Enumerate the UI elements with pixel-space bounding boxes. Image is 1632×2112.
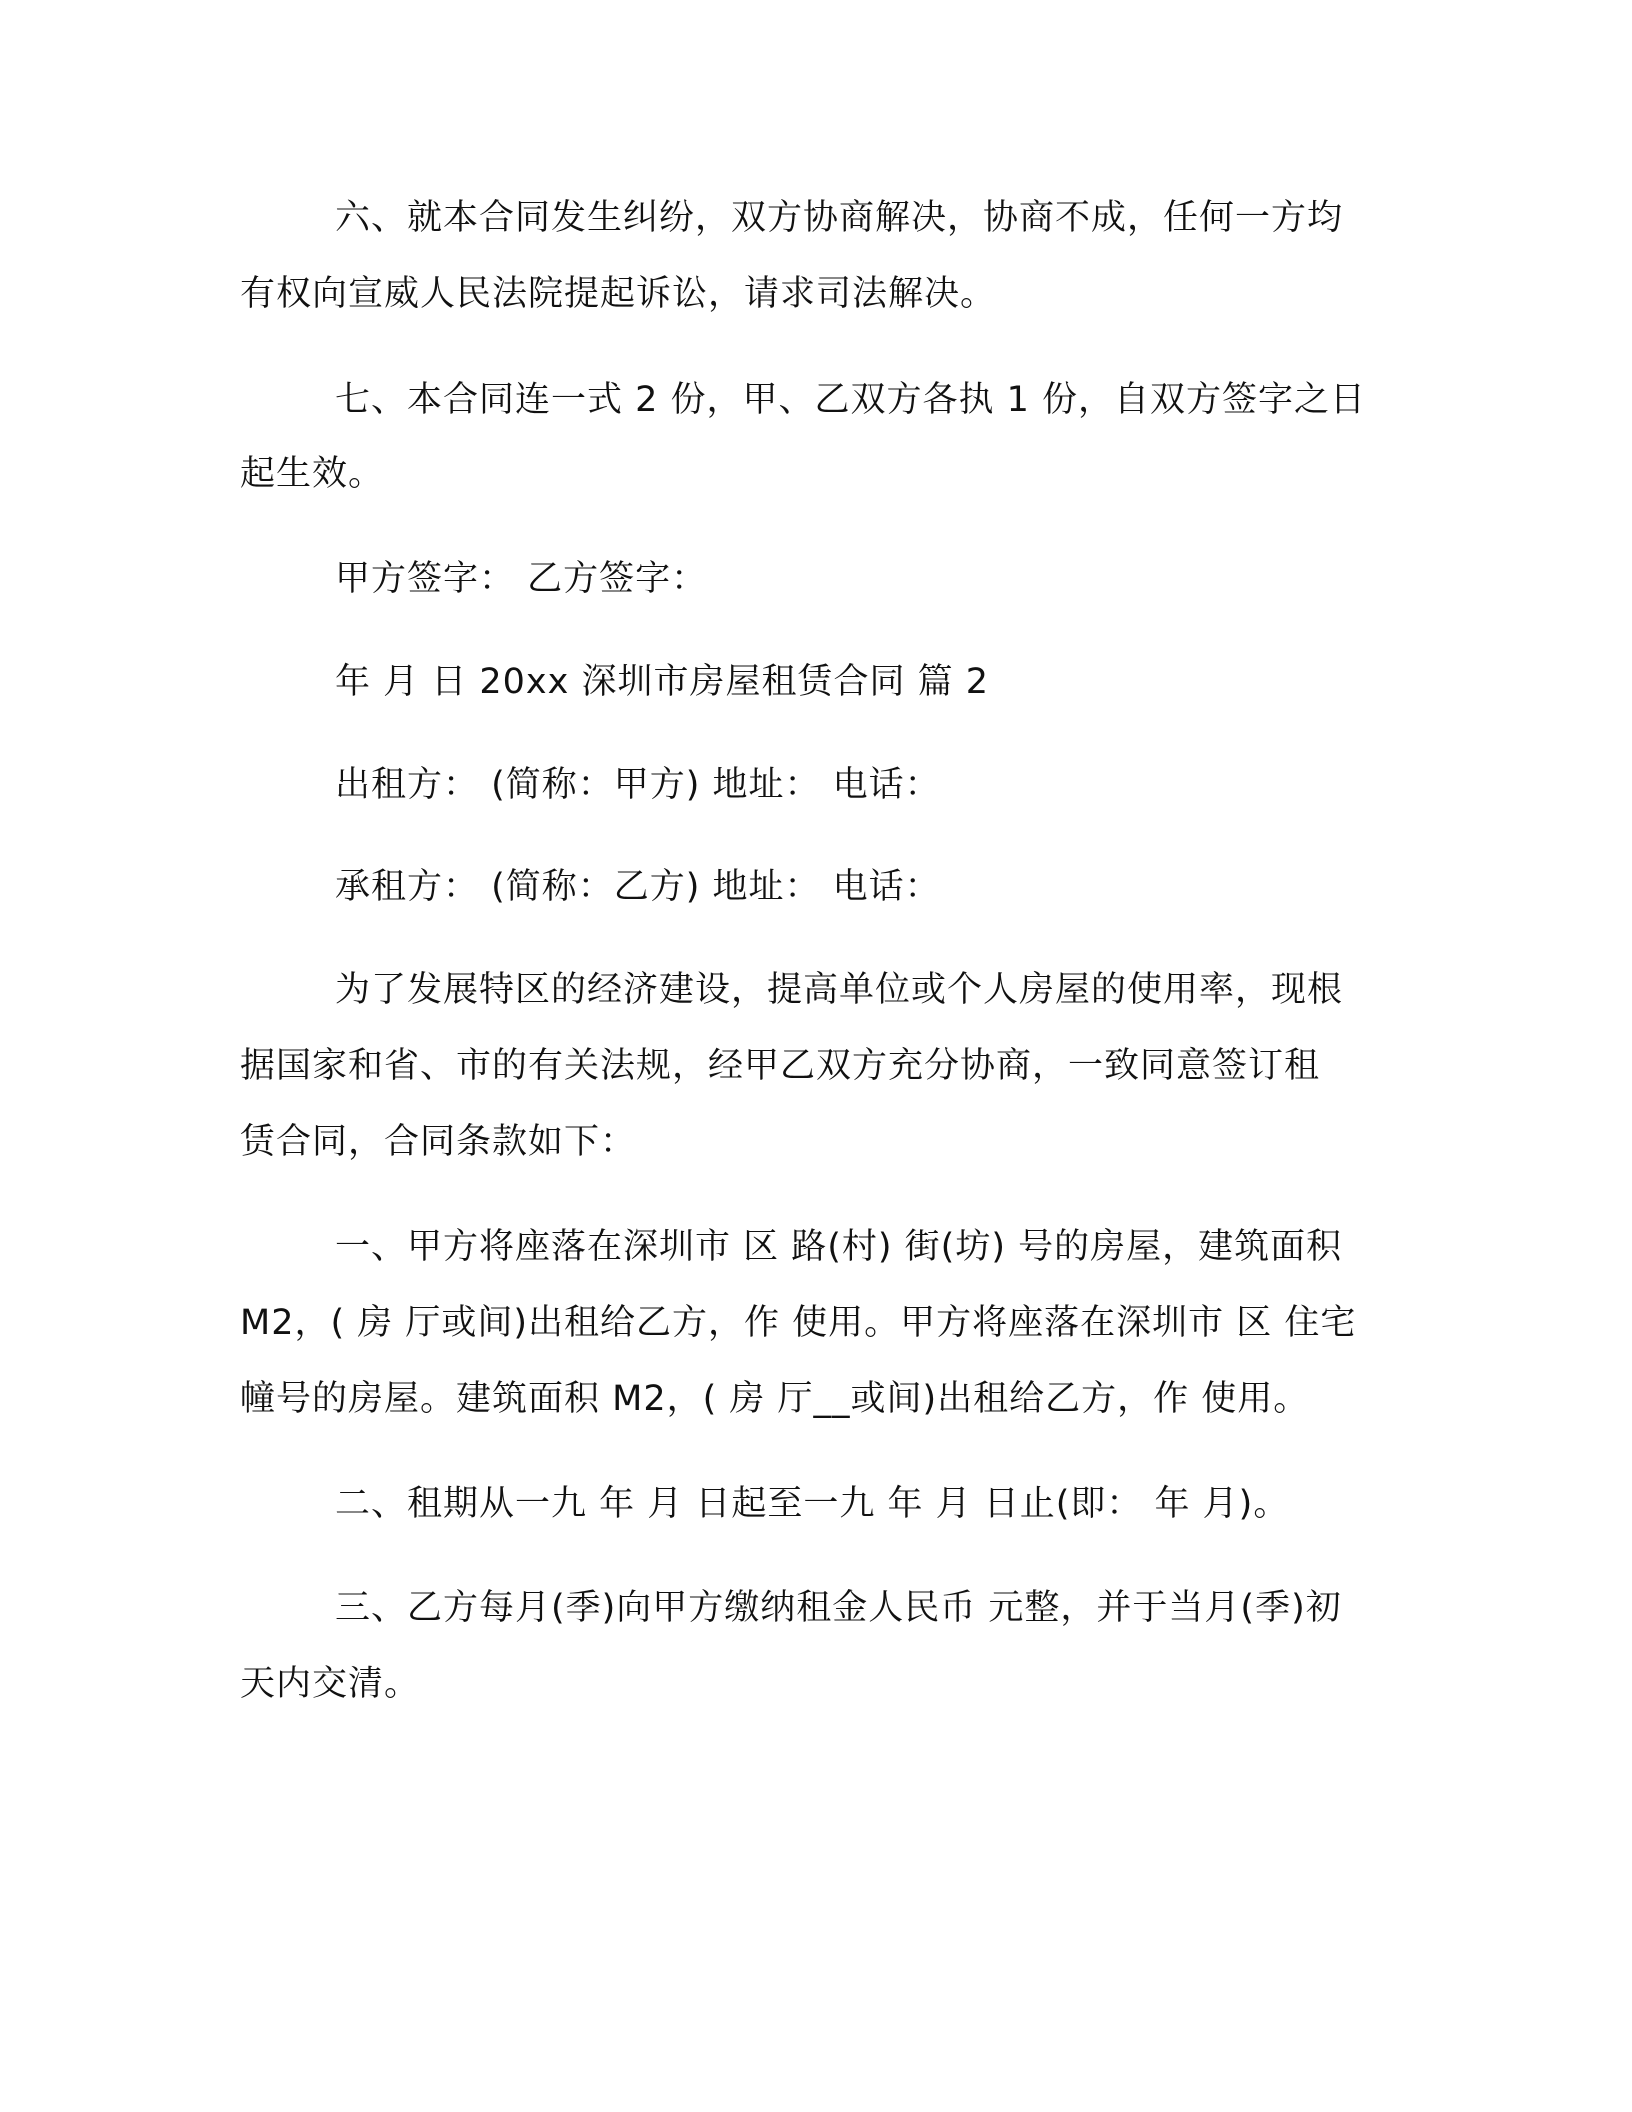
clause-one-line-1: 一、甲方将座落在深圳市 区 路(村) 街(坊) 号的房屋，建筑面积 bbox=[335, 1227, 1343, 1267]
clause-one-line-2: M2，( 房 厅或间)出租给乙方，作 使用。甲方将座落在深圳市 区 住宅 bbox=[240, 1303, 1357, 1343]
signature-line: 甲方签字： 乙方签字： bbox=[335, 559, 708, 599]
preamble-line-1: 为了发展特区的经济建设，提高单位或个人房屋的使用率，现根 bbox=[335, 970, 1344, 1010]
clause-two-line: 二、租期从一九 年 月 日起至一九 年 月 日止(即： 年 月)。 bbox=[335, 1484, 1290, 1524]
clause-one-line-3: 幢号的房屋。建筑面积 M2，( 房 厅__或间)出租给乙方，作 使用。 bbox=[240, 1379, 1310, 1419]
preamble-line-3: 赁合同，合同条款如下： bbox=[240, 1122, 637, 1162]
clause-seven-line-2: 起生效。 bbox=[240, 454, 385, 494]
lessor-line: 出租方： (简称：甲方) 地址： 电话： bbox=[335, 765, 941, 805]
clause-seven-line-1: 七、本合同连一式 2 份，甲、乙双方各执 1 份，自双方签字之日 bbox=[335, 380, 1367, 420]
clause-three-line-1: 三、乙方每月(季)向甲方缴纳租金人民币 元整，并于当月(季)初 bbox=[335, 1588, 1342, 1628]
preamble-line-2: 据国家和省、市的有关法规，经甲乙双方充分协商，一致同意签订租 bbox=[240, 1046, 1321, 1086]
clause-six-line-2: 有权向宣威人民法院提起诉讼，请求司法解决。 bbox=[240, 274, 997, 314]
clause-six-line-1: 六、就本合同发生纠纷，双方协商解决，协商不成，任何一方均 bbox=[335, 198, 1344, 238]
section-title-line: 年 月 日 20xx 深圳市房屋租赁合同 篇 2 bbox=[335, 662, 989, 702]
lessee-line: 承租方： (简称：乙方) 地址： 电话： bbox=[335, 867, 941, 907]
clause-three-line-2: 天内交清。 bbox=[240, 1664, 421, 1704]
